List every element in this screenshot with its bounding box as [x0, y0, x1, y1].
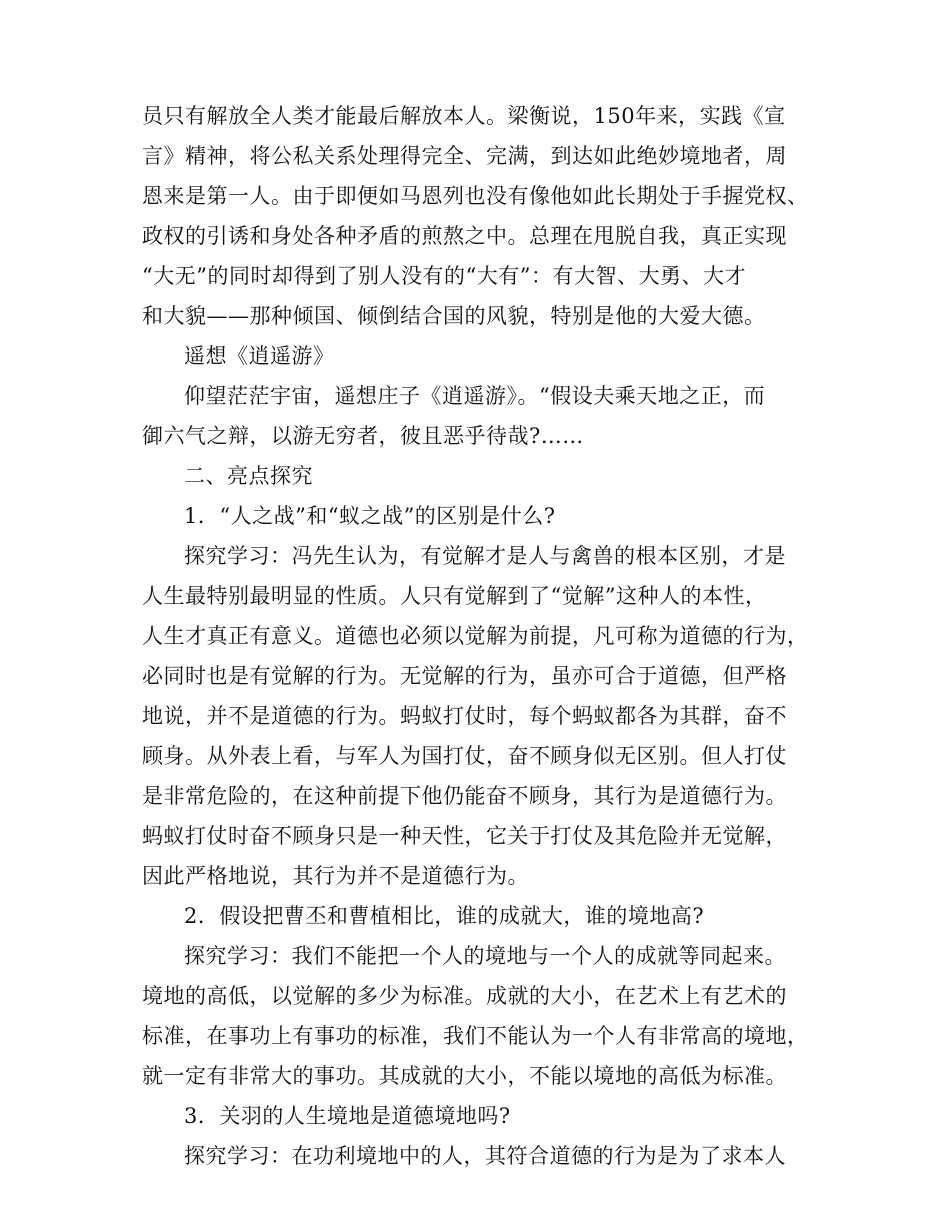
question-heading: 2．假设把曹丕和曹植相比，谁的成就大，谁的境地高?	[184, 904, 705, 928]
text-line: 境地的高低，以觉解的多少为标准。成就的大小，在艺术上有艺术的	[142, 984, 787, 1008]
text-line: “大无”的同时却得到了别人没有的“大有”：有大智、大勇、大才	[142, 264, 746, 288]
text-line: 顾身。从外表上看，与军人为国打仗，奋不顾身似无区别。但人打仗	[142, 744, 787, 768]
text-line: 御六气之辩，以游无穷者，彼且恶乎待哉?……	[142, 424, 584, 448]
text-line: 和大貌——那种倾国、倾倒结合国的风貌，特别是他的大爱大德。	[142, 304, 766, 328]
text-line: 言》精神，将公私关系处理得完全、完满，到达如此绝妙境地者，周	[142, 144, 787, 168]
text-line: 蚂蚁打仗时奋不顾身只是一种天性，它关于打仗及其危险并无觉解，	[142, 824, 787, 848]
section-heading: 遥想《逍遥游》	[184, 344, 335, 368]
text-line: 员只有解放全人类才能最后解放本人。梁衡说，150年来，实践《宣	[142, 104, 786, 128]
section-heading: 二、亮点探究	[184, 464, 313, 488]
body-text	[142, 96, 814, 1176]
text-line: 标准，在事功上有事功的标准，我们不能认为一个人有非常高的境地，	[142, 1024, 809, 1048]
paragraph-start: 探究学习：我们不能把一个人的境地与一个人的成就等同起来。	[184, 944, 786, 968]
paragraph-start: 探究学习：在功利境地中的人，其符合道德的行为是为了求本人	[184, 1144, 786, 1168]
text-line: 人生最特别最明显的性质。人只有觉解到了“觉解”这种人的本性，	[142, 584, 767, 608]
text-line: 必同时也是有觉解的行为。无觉解的行为，虽亦可合于道德，但严格	[142, 664, 787, 688]
text-line: 恩来是第一人。由于即便如马恩列也没有像他如此长期处于手握党权、	[142, 184, 809, 208]
text-line: 就一定有非常大的事功。其成就的大小，不能以境地的高低为标准。	[142, 1064, 787, 1088]
text-line: 政权的引诱和身处各种矛盾的煎熬之中。总理在甩脱自我，真正实现	[142, 224, 787, 248]
text-line: 地说，并不是道德的行为。蚂蚁打仗时，每个蚂蚁都各为其群，奋不	[142, 704, 787, 728]
question-heading: 3．关羽的人生境地是道德境地吗?	[184, 1104, 511, 1128]
paragraph-start: 仰望茫茫宇宙，遥想庄子《逍遥游》。“假设夫乘天地之正，而	[184, 384, 766, 408]
paragraph-start: 探究学习：冯先生认为，有觉解才是人与禽兽的根本区别，才是	[184, 544, 786, 568]
text-line: 人生才真正有意义。道德也必须以觉解为前提，凡可称为道德的行为，	[142, 624, 809, 648]
question-heading: 1．“人之战”和“蚁之战”的区别是什么?	[184, 504, 556, 528]
text-line: 因此严格地说，其行为并不是道德行为。	[142, 864, 529, 888]
text-line: 是非常危险的，在这种前提下他仍能奋不顾身，其行为是道德行为。	[142, 784, 787, 808]
